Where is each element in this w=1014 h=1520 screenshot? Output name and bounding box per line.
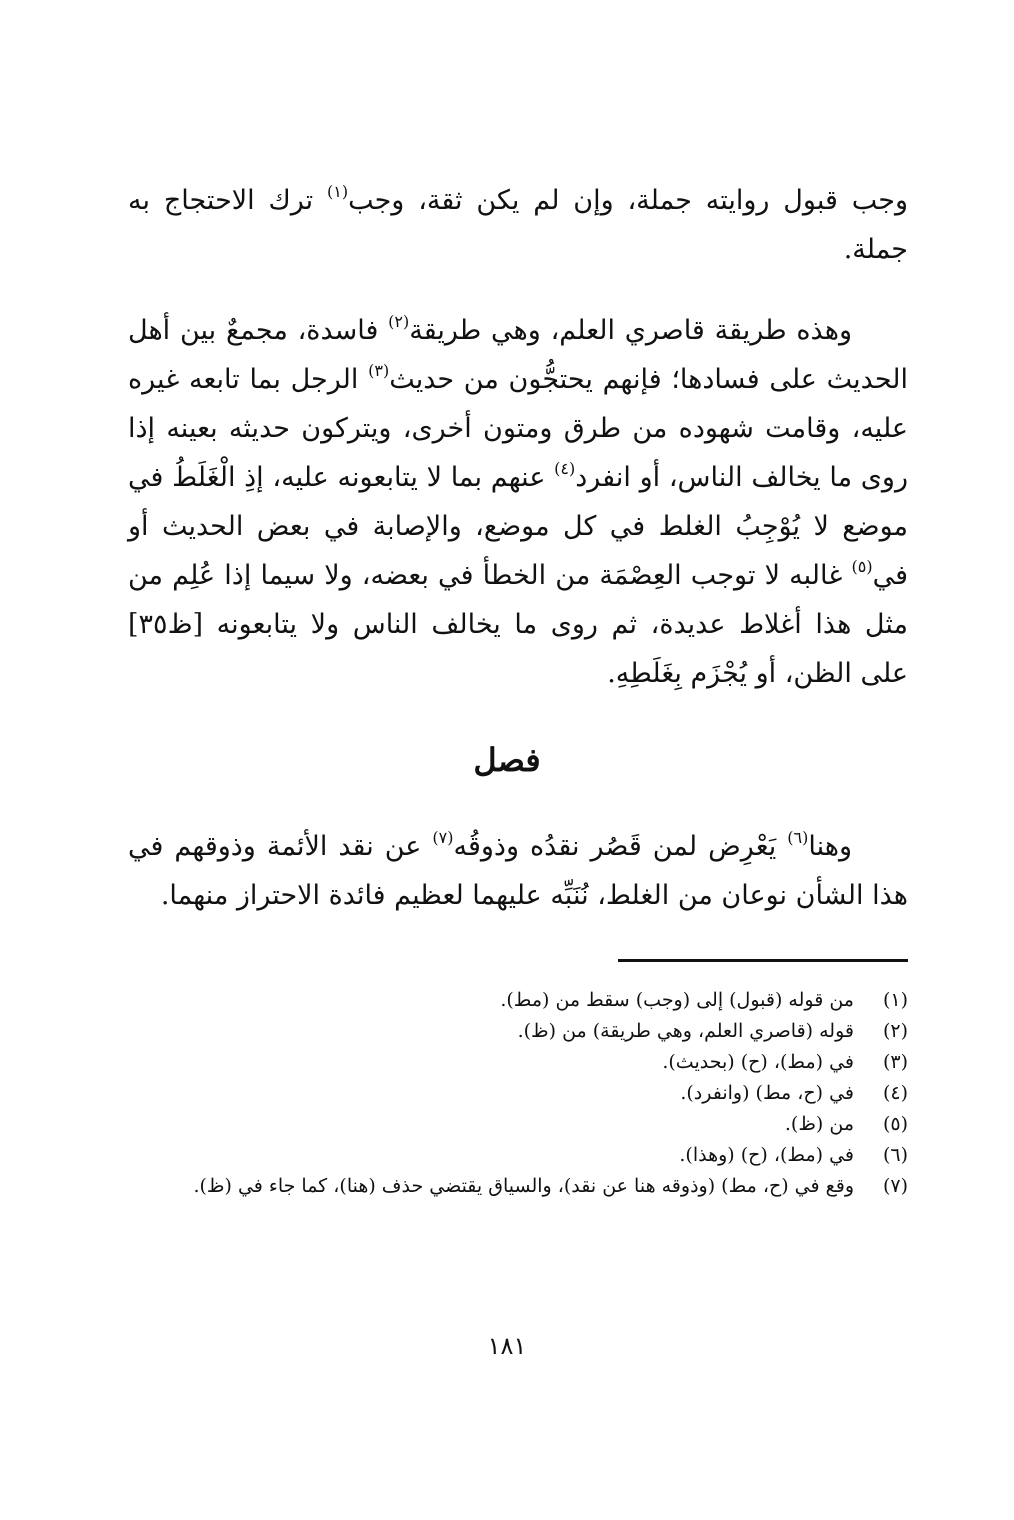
footnote-item: [128, 1047, 908, 1078]
footnote-number: (٧): [882, 1175, 908, 1197]
footnote-item: [128, 1016, 908, 1047]
paragraph-1: [128, 176, 908, 274]
footnote-ref-2[interactable]: (٢): [388, 312, 410, 331]
footnote-number: (٣): [882, 1051, 908, 1073]
footnote-item: [128, 1171, 908, 1202]
footnote-number: (٦): [882, 1144, 908, 1166]
footnote-ref-7[interactable]: (٧): [432, 828, 454, 847]
footnote-separator: [618, 959, 908, 962]
paragraph-3-text-a: وهنا: [808, 831, 852, 862]
footnote-text: في (ح، مط) (وانفرد).: [680, 1082, 854, 1104]
footnote-number: (٥): [882, 1113, 908, 1135]
footnote-number: (١): [882, 989, 908, 1011]
paragraph-2-text-c: الرجل بما تابعه غيره عليه، وقامت شهوده من طرق ومتون أخرى، ويتركون حديثه بعينه إذا روى ما يخالف الناس، أو انفرد: [128, 364, 909, 493]
footnote-ref-6[interactable]: (٦): [787, 828, 809, 847]
footnote-item: [128, 1140, 908, 1171]
footnote-item: [128, 1078, 908, 1109]
footnote-text: وقع في (ح، مط) (وذوقه هنا عن نقد)، والسياق يقتضي حذف (هنا)، كما جاء في (ظ).: [193, 1175, 854, 1197]
footnote-ref-4[interactable]: (٤): [554, 459, 576, 478]
paragraph-2-text-d: عنهم بما لا يتابعونه عليه، إذِ الْغَلَطُ في موضع لا يُوْجِبُ الغلط في كل موضع، والإصابة في بعض الحديث أو في: [128, 462, 908, 591]
footnote-ref-5[interactable]: (٥): [851, 557, 873, 576]
paragraph-1-text-a: وجب قبول روايته جملة، وإن لم يكن ثقة، وجب: [348, 185, 909, 216]
page-number: ١٨١: [487, 1332, 527, 1360]
footnotes-list: [128, 985, 908, 1202]
footnote-item: [128, 1109, 908, 1140]
footnote-text: من قوله (قبول) إلى (وجب) سقط من (مط).: [500, 989, 854, 1011]
footnote-text: في (مط)، (ح) (بحديث).: [662, 1051, 854, 1073]
paragraph-2-text-e: غالبه لا توجب العِصْمَة من الخطأ في بعضه، ولا سيما إذا عُلِم من مثل هذا أغلاط عديدة، ثم روى ما يخالف الناس ولا يتابعونه [ظ٣٥] على الظن، أو يُجْزَم بِغَلَطِهِ.: [128, 560, 908, 689]
footnote-text: قوله (قاصري العلم، وهي طريقة) من (ظ).: [517, 1020, 854, 1042]
footnote-ref-1[interactable]: (١): [327, 182, 349, 201]
footnote-text: من (ظ).: [784, 1113, 854, 1135]
section-heading: فصل: [473, 741, 541, 779]
paragraph-3-text-c: عن نقد الأئمة وذوقهم في هذا الشأن نوعان من الغلط، نُنَبِّه عليهما لعظيم فائدة الاحتراز منهما.: [128, 831, 908, 911]
paragraph-1-text-b: ترك الاحتجاج به جملة.: [128, 185, 908, 265]
paragraph-2-text-b: فاسدة، مجمعٌ بين أهل الحديث على فسادها؛ فإنهم يحتجُّون من حديث: [128, 315, 908, 395]
footnote-number: (٢): [882, 1020, 908, 1042]
footnote-item: [128, 985, 908, 1016]
footnote-ref-3[interactable]: (٣): [368, 361, 390, 380]
footnote-number: (٤): [882, 1082, 908, 1104]
paragraph-3: [128, 822, 908, 920]
paragraph-2-text-a: وهذه طريقة قاصري العلم، وهي طريقة: [409, 315, 852, 346]
paragraph-2: [128, 306, 908, 698]
paragraph-3-text-b: يَعْرِض لمن قَصُر نقدُه وذوقُه: [453, 831, 788, 862]
footnote-text: في (مط)، (ح) (وهذا).: [679, 1144, 854, 1166]
